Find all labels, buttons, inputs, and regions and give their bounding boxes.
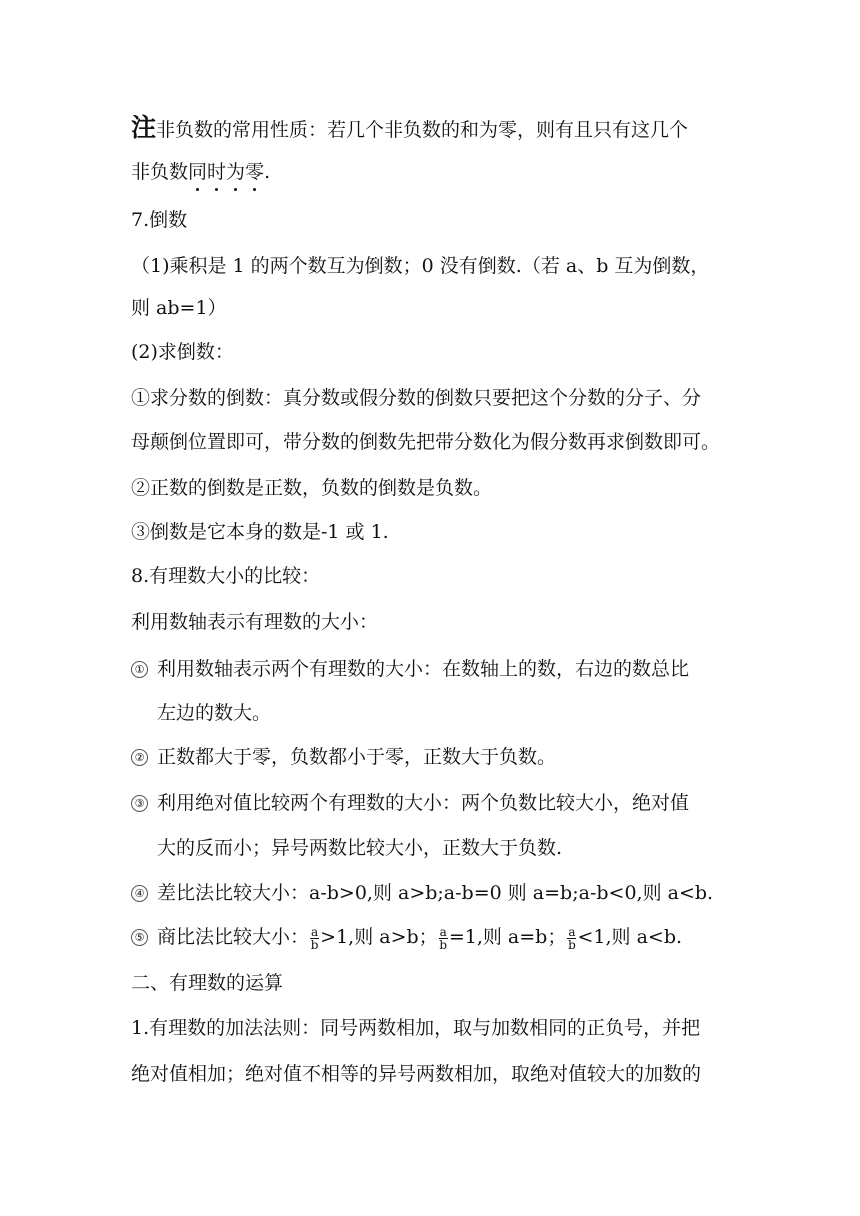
circled-number-1: ① xyxy=(131,661,148,678)
compare-item-4-text: 差比法比较大小：a-b>0,则 a>b;a-b=0 则 a=b;a-b<0,则 a<b. xyxy=(157,882,714,904)
compare-item-3-line-1 xyxy=(131,791,689,815)
reciprocal-item-1-line-1: ①求分数的倒数：真分数或假分数的倒数只要把这个分数的分子、分 xyxy=(131,387,702,409)
note-text: 非负数的常用性质：若几个非负数的和为零，则有且只有这几个 xyxy=(156,119,689,141)
compare-item-4 xyxy=(131,881,713,905)
fraction-numerator: a xyxy=(439,924,447,939)
emphasis-char: 时 xyxy=(207,161,227,183)
fraction-numerator: a xyxy=(311,924,319,939)
circled-number-2: ② xyxy=(131,749,148,766)
compare-item-1-line-1 xyxy=(131,657,689,681)
note-period: . xyxy=(264,161,271,183)
note-line-2 xyxy=(131,160,270,184)
compare-item-5 xyxy=(131,925,682,951)
fraction-denominator: b xyxy=(310,937,319,952)
fraction-numerator: a xyxy=(568,924,576,939)
reciprocal-def-line-1: （1)乘积是 1 的两个数互为倒数；0 没有倒数.（若 a、b 互为倒数， xyxy=(131,255,710,277)
compare-item-1-text: 利用数轴表示两个有理数的大小：在数轴上的数，右边的数总比 xyxy=(157,658,690,680)
fraction-a-over-b xyxy=(310,926,319,951)
reciprocal-item-1-line-2: 母颠倒位置即可，带分数的倒数先把带分数化为假分数再求倒数即可。 xyxy=(131,431,721,453)
reciprocal-def-line-2: 则 ab=1） xyxy=(131,297,227,319)
section-8-heading: 8.有理数大小的比较： xyxy=(131,565,321,587)
compare-item-3-line-2: 大的反而小；异号两数比较大小，正数大于负数. xyxy=(157,837,563,859)
section-8-intro: 利用数轴表示有理数的大小： xyxy=(131,611,379,633)
addition-rule-line-2: 绝对值相加；绝对值不相等的异号两数相加，取绝对值较大的加数的 xyxy=(131,1063,702,1085)
fraction-denominator: b xyxy=(439,937,448,952)
compare-item-2-text: 正数都大于零，负数都小于零，正数大于负数。 xyxy=(157,746,557,768)
compare-item-2 xyxy=(131,745,556,769)
compare-item-3-text: 利用绝对值比较两个有理数的大小：两个负数比较大小，绝对值 xyxy=(157,792,690,814)
compare-item-5-lead: 商比法比较大小： xyxy=(157,926,310,948)
note-text-cont: 非负数 xyxy=(131,161,189,183)
quotient-case-3: <1,则 a<b. xyxy=(577,926,683,948)
circled-number-3: ③ xyxy=(131,795,148,812)
emphasis-char: 为 xyxy=(226,161,246,183)
note-mark: 注 xyxy=(131,113,157,142)
find-reciprocal-heading: (2)求倒数： xyxy=(131,341,234,363)
emphasis-char: 零 xyxy=(245,161,265,183)
note-line-1 xyxy=(131,113,689,142)
fraction-denominator: b xyxy=(568,937,576,952)
fraction-a-over-b xyxy=(567,926,576,951)
fraction-a-over-b xyxy=(439,926,448,951)
quotient-case-2: =1,则 a=b； xyxy=(448,926,567,948)
compare-item-1-line-2: 左边的数大。 xyxy=(157,702,272,724)
section-2-heading: 二、有理数的运算 xyxy=(131,972,284,994)
circled-number-4: ④ xyxy=(131,885,148,902)
section-7-heading: 7.倒数 xyxy=(131,209,188,231)
emphasis-char: 同 xyxy=(188,161,208,183)
reciprocal-item-3: ③倒数是它本身的数是-1 或 1. xyxy=(131,521,389,543)
circled-number-5: ⑤ xyxy=(131,929,148,946)
quotient-case-1: >1,则 a>b； xyxy=(320,926,438,948)
addition-rule-line-1: 1.有理数的加法法则：同号两数相加，取与加数相同的正负号，并把 xyxy=(131,1017,701,1039)
reciprocal-item-2: ②正数的倒数是正数，负数的倒数是负数。 xyxy=(131,477,493,499)
